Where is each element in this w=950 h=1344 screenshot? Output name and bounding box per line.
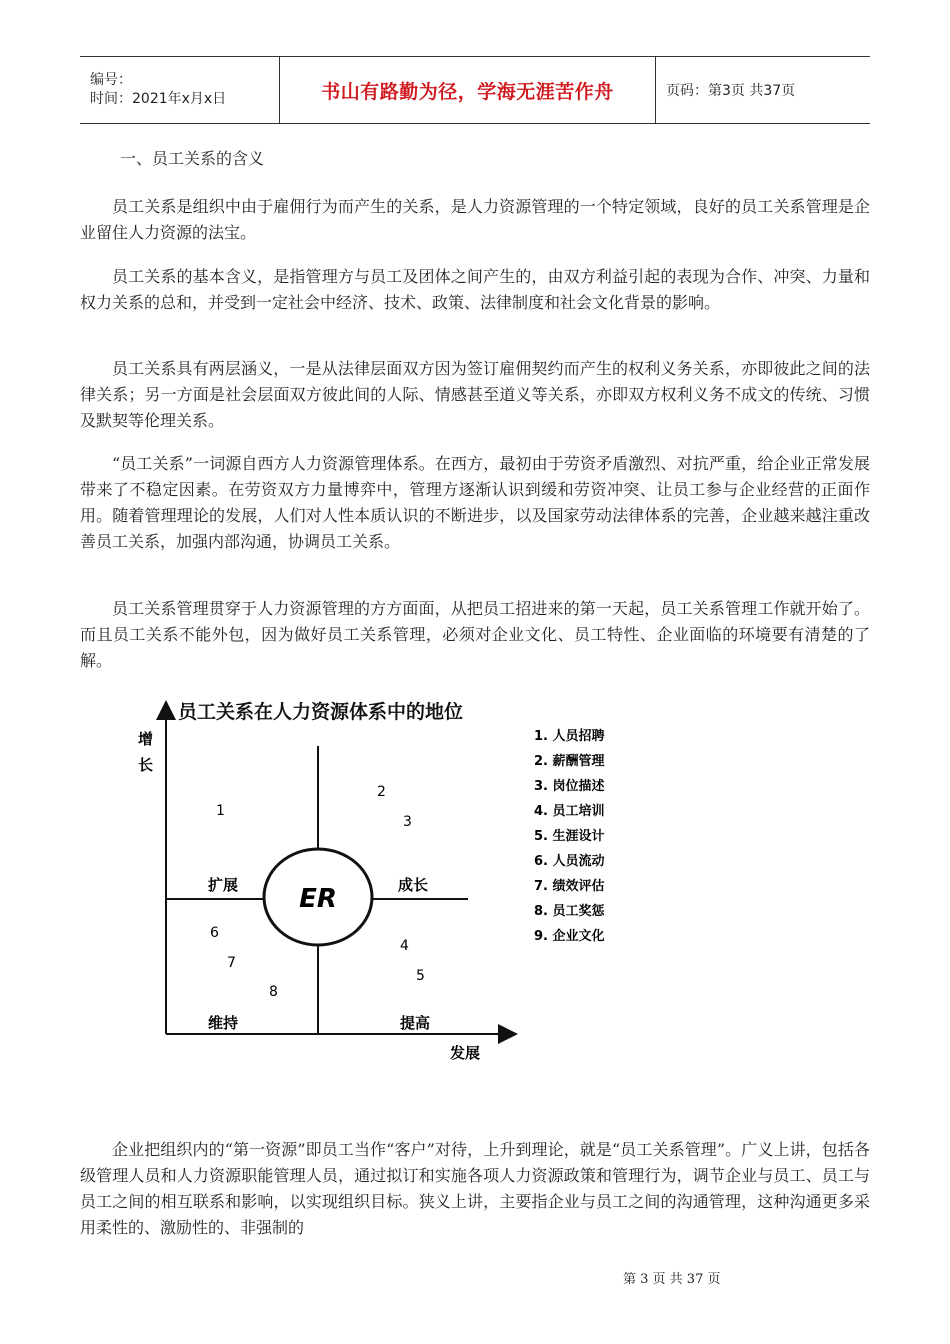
item-number-5: 5 (416, 968, 425, 984)
document-header (80, 56, 870, 124)
legend-item: 4. 员工培训 (534, 804, 605, 819)
section-title: 一、员工关系的含义 (120, 149, 265, 168)
document-time: 时间：2021年x月x日 (90, 91, 227, 107)
header-page-info-cell (656, 57, 870, 123)
legend-item: 6. 人员流动 (534, 854, 605, 869)
paragraph-6: 企业把组织内的“第一资源”即员工当作“客户”对待，上升到理论，就是“员工关系管理”。广义上讲，包括各级管理人员和人力资源职能管理人员，通过拟订和实施各项人力资源政策和管理行为，调节企业与员工、员工与员工之间的相互联系和影响，以实现组织目标。狭义上讲，主要指企业与员工之间的沟通管理，这种沟通更多采用柔性的、激励性的、非强制的 (80, 1140, 870, 1237)
item-number-4: 4 (400, 938, 409, 954)
item-number-2: 2 (377, 784, 386, 800)
item-number-7: 7 (227, 955, 236, 971)
paragraph-5: 员工关系管理贯穿于人力资源管理的方方面面，从把员工招进来的第一天起，员工关系管理工作就开始了。而且员工关系不能外包，因为做好员工关系管理，必须对企业文化、员工特性、企业面临的环境要有清楚的了解。 (80, 599, 870, 670)
document-number-label: 编号： (90, 72, 132, 88)
paragraph-2: 员工关系的基本含义，是指管理方与员工及团体之间产生的，由双方利益引起的表现为合作、冲突、力量和权力关系的总和，并受到一定社会中经济、技术、政策、法律制度和社会文化背景的影响。 (80, 267, 870, 312)
y-axis-label-1: 增 (138, 730, 154, 748)
legend-item: 5. 生涯设计 (534, 829, 605, 844)
page-footer: 第 3 页 共 37 页 (623, 1272, 721, 1287)
legend-item: 2. 薪酬管理 (534, 754, 605, 769)
legend-item: 3. 岗位描述 (534, 779, 605, 794)
header-meta (80, 57, 280, 123)
page-info: 页码：第3页 共37页 (666, 83, 796, 99)
header-motto-cell (280, 57, 656, 123)
paragraph-4: “员工关系”一词源自西方人力资源管理体系。在西方，最初由于劳资矛盾激烈、对抗严重，给企业正常发展带来了不稳定因素。在劳资双方力量博弈中，管理方逐渐认识到缓和劳资冲突、让员工参与企业经营的正面作用。随着管理理论的发展，人们对人性本质认识的不断进步，以及国家劳动法律体系的完善，企业越来越注重改善员工关系，加强内部沟通，协调员工关系。 (80, 454, 870, 551)
item-number-3: 3 (403, 814, 412, 830)
legend-item: 1. 人员招聘 (534, 729, 605, 744)
quadrant-bottom-right-label: 提高 (400, 1014, 431, 1032)
x-axis-label: 发展 (450, 1044, 481, 1062)
er-position-diagram (130, 688, 650, 1068)
diagram-title: 员工关系在人力资源体系中的地位 (178, 701, 464, 723)
legend-item: 8. 员工奖惩 (534, 904, 605, 919)
quadrant-top-right-label: 成长 (398, 876, 429, 894)
er-label: ER (299, 884, 337, 914)
item-number-1: 1 (216, 803, 225, 819)
header-motto: 书山有路勤为径，学海无涯苦作舟 (321, 80, 614, 103)
paragraph-3: 员工关系具有两层涵义，一是从法律层面双方因为签订雇佣契约而产生的权利义务关系，亦即彼此之间的法律关系；另一方面是社会层面双方彼此间的人际、情感甚至道义等关系，亦即双方权利义务不成文的传统、习惯及默契等伦理关系。 (80, 359, 870, 430)
item-number-6: 6 (210, 925, 219, 941)
item-number-8: 8 (269, 984, 278, 1000)
legend-item: 7. 绩效评估 (534, 879, 605, 894)
legend-item: 9. 企业文化 (534, 929, 605, 944)
paragraph-1: 员工关系是组织中由于雇佣行为而产生的关系，是人力资源管理的一个特定领域，良好的员工关系管理是企业留住人力资源的法宝。 (80, 197, 870, 242)
quadrant-top-left-label: 扩展 (208, 876, 239, 894)
quadrant-bottom-left-label: 维持 (208, 1014, 239, 1032)
diagram-legend (534, 728, 606, 944)
diagram-svg (130, 688, 650, 1068)
y-axis-label-2: 长 (138, 756, 154, 774)
